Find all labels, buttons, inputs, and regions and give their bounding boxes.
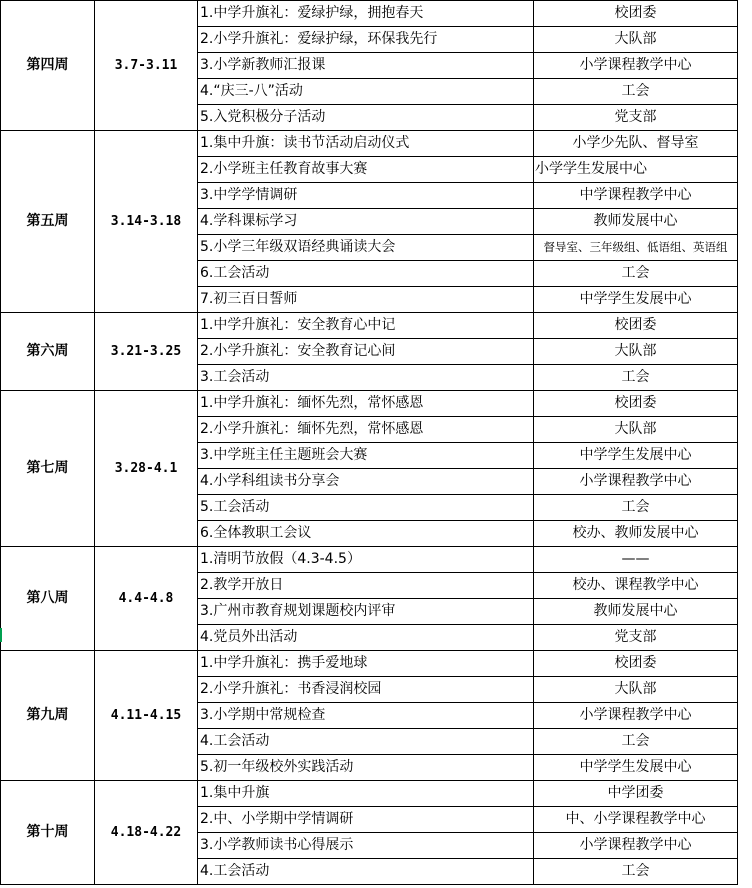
activity-cell: 2.教学开放日 [198, 573, 534, 599]
activity-cell: 4.学科课标学习 [198, 209, 534, 235]
schedule-body [1, 1, 752, 885]
table-row [1, 547, 752, 573]
department-cell: 中学学生发展中心 [534, 755, 738, 781]
blank-cell [738, 1, 752, 27]
blank-cell [738, 833, 752, 859]
week-label: 第十周 [1, 781, 95, 885]
department-cell: 小学学生发展中心 [534, 157, 738, 183]
department-cell: 中学学生发展中心 [534, 287, 738, 313]
activity-cell: 4.党员外出活动 [198, 625, 534, 651]
blank-cell [738, 625, 752, 651]
week-label: 第七周 [1, 391, 95, 547]
activity-cell: 4.工会活动 [198, 729, 534, 755]
activity-cell: 5.入党积极分子活动 [198, 105, 534, 131]
blank-cell [738, 79, 752, 105]
department-cell: 小学少先队、督导室 [534, 131, 738, 157]
department-cell: 小学课程教学中心 [534, 703, 738, 729]
activity-cell: 2.小学升旗礼：缅怀先烈，常怀感恩 [198, 417, 534, 443]
department-cell: 教师发展中心 [534, 599, 738, 625]
blank-cell [738, 53, 752, 79]
department-cell: 督导室、三年级组、低语组、英语组 [534, 235, 738, 261]
activity-cell: 5.初一年级校外实践活动 [198, 755, 534, 781]
department-cell: 中、小学课程教学中心 [534, 807, 738, 833]
week-dates: 3.14-3.18 [95, 131, 198, 313]
activity-cell: 1.集中升旗：读书节活动启动仪式 [198, 131, 534, 157]
blank-cell [738, 365, 752, 391]
blank-cell [738, 729, 752, 755]
blank-cell [738, 651, 752, 677]
department-cell: 中学团委 [534, 781, 738, 807]
activity-cell: 7.初三百日誓师 [198, 287, 534, 313]
department-cell: 工会 [534, 79, 738, 105]
activity-cell: 4.工会活动 [198, 859, 534, 885]
week-label: 第四周 [1, 1, 95, 131]
blank-cell [738, 391, 752, 417]
week-label: 第六周 [1, 313, 95, 391]
row-marker [0, 628, 2, 642]
blank-cell [738, 27, 752, 53]
activity-cell: 2.小学班主任教育故事大赛 [198, 157, 534, 183]
blank-cell [738, 313, 752, 339]
department-cell: 工会 [534, 495, 738, 521]
blank-cell [738, 157, 752, 183]
activity-cell: 1.中学升旗礼：缅怀先烈，常怀感恩 [198, 391, 534, 417]
week-dates: 4.18-4.22 [95, 781, 198, 885]
week-dates: 4.4-4.8 [95, 547, 198, 651]
activity-cell: 1.中学升旗礼：安全教育心中记 [198, 313, 534, 339]
activity-cell: 3.小学新教师汇报课 [198, 53, 534, 79]
department-cell: 工会 [534, 729, 738, 755]
department-cell: 工会 [534, 365, 738, 391]
activity-cell: 1.集中升旗 [198, 781, 534, 807]
blank-cell [738, 573, 752, 599]
activity-cell: 2.小学升旗礼：安全教育记心间 [198, 339, 534, 365]
table-row [1, 1, 752, 27]
blank-cell [738, 417, 752, 443]
department-cell: 党支部 [534, 625, 738, 651]
department-cell: —— [534, 547, 738, 573]
activity-cell: 1.清明节放假（4.3-4.5） [198, 547, 534, 573]
activity-cell: 3.小学教师读书心得展示 [198, 833, 534, 859]
department-cell: 党支部 [534, 105, 738, 131]
blank-cell [738, 677, 752, 703]
week-label: 第五周 [1, 131, 95, 313]
activity-cell: 4.小学科组读书分享会 [198, 469, 534, 495]
blank-cell [738, 547, 752, 573]
blank-cell [738, 807, 752, 833]
activity-cell: 1.中学升旗礼：爱绿护绿，拥抱春天 [198, 1, 534, 27]
blank-cell [738, 105, 752, 131]
week-dates: 4.11-4.15 [95, 651, 198, 781]
blank-cell [738, 781, 752, 807]
activity-cell: 6.工会活动 [198, 261, 534, 287]
week-label: 第八周 [1, 547, 95, 651]
blank-cell [738, 183, 752, 209]
department-cell: 小学课程教学中心 [534, 469, 738, 495]
activity-cell: 5.小学三年级双语经典诵读大会 [198, 235, 534, 261]
department-cell: 校办、教师发展中心 [534, 521, 738, 547]
activity-cell: 3.工会活动 [198, 365, 534, 391]
table-row [1, 131, 752, 157]
department-cell: 大队部 [534, 27, 738, 53]
blank-cell [738, 755, 752, 781]
week-dates: 3.28-4.1 [95, 391, 198, 547]
activity-cell: 6.全体教职工会议 [198, 521, 534, 547]
activity-cell: 3.中学学情调研 [198, 183, 534, 209]
department-cell: 大队部 [534, 339, 738, 365]
table-row [1, 391, 752, 417]
blank-cell [738, 599, 752, 625]
blank-cell [738, 235, 752, 261]
table-row [1, 651, 752, 677]
week-dates: 3.21-3.25 [95, 313, 198, 391]
activity-cell: 4.“庆三-八”活动 [198, 79, 534, 105]
activity-cell: 5.工会活动 [198, 495, 534, 521]
department-cell: 校团委 [534, 1, 738, 27]
blank-cell [738, 287, 752, 313]
week-dates: 3.7-3.11 [95, 1, 198, 131]
activity-cell: 3.中学班主任主题班会大赛 [198, 443, 534, 469]
week-label: 第九周 [1, 651, 95, 781]
department-cell: 中学课程教学中心 [534, 183, 738, 209]
activity-cell: 2.中、小学期中学情调研 [198, 807, 534, 833]
blank-cell [738, 209, 752, 235]
department-cell: 校团委 [534, 313, 738, 339]
table-row [1, 781, 752, 807]
activity-cell: 1.中学升旗礼：携手爱地球 [198, 651, 534, 677]
department-cell: 工会 [534, 859, 738, 885]
department-cell: 校团委 [534, 651, 738, 677]
department-cell: 大队部 [534, 677, 738, 703]
department-cell: 小学课程教学中心 [534, 53, 738, 79]
blank-cell [738, 469, 752, 495]
department-cell: 校办、课程教学中心 [534, 573, 738, 599]
activity-cell: 3.广州市教育规划课题校内评审 [198, 599, 534, 625]
activity-cell: 3.小学期中常规检查 [198, 703, 534, 729]
department-cell: 教师发展中心 [534, 209, 738, 235]
department-cell: 大队部 [534, 417, 738, 443]
blank-cell [738, 521, 752, 547]
blank-cell [738, 859, 752, 885]
department-cell: 工会 [534, 261, 738, 287]
department-cell: 小学课程教学中心 [534, 833, 738, 859]
activity-cell: 2.小学升旗礼：书香浸润校园 [198, 677, 534, 703]
department-cell: 中学学生发展中心 [534, 443, 738, 469]
blank-cell [738, 131, 752, 157]
table-row [1, 313, 752, 339]
blank-cell [738, 495, 752, 521]
blank-cell [738, 339, 752, 365]
blank-cell [738, 443, 752, 469]
blank-cell [738, 703, 752, 729]
activity-cell: 2.小学升旗礼：爱绿护绿，环保我先行 [198, 27, 534, 53]
blank-cell [738, 261, 752, 287]
department-cell: 校团委 [534, 391, 738, 417]
